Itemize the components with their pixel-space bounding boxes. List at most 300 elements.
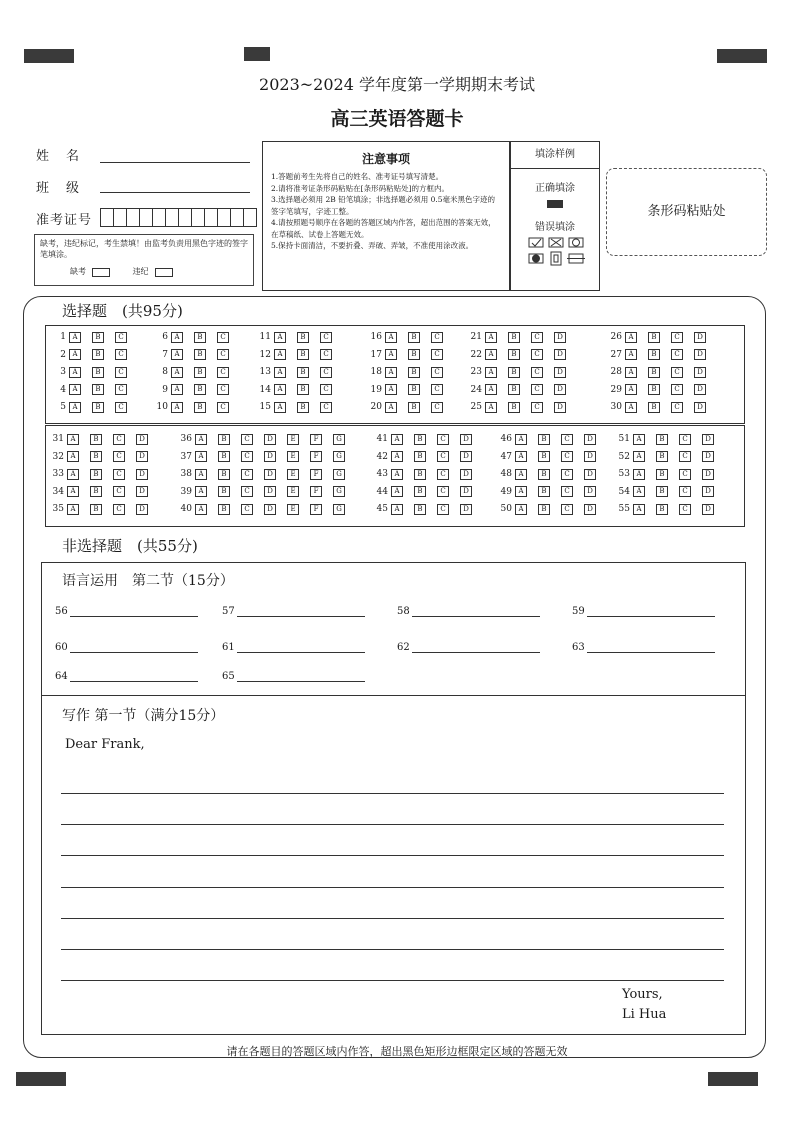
option-bubble-c[interactable]: C bbox=[241, 486, 253, 497]
option-bubble-c[interactable]: C bbox=[241, 451, 253, 462]
option-bubble-a[interactable]: A bbox=[515, 504, 527, 515]
exam-id-label: 准考证号 bbox=[36, 213, 93, 228]
option-bubble-a[interactable]: A bbox=[385, 332, 397, 343]
question-38 bbox=[172, 468, 356, 480]
question-28 bbox=[606, 366, 717, 378]
blank-line[interactable] bbox=[587, 640, 715, 653]
blank-line[interactable] bbox=[70, 640, 198, 653]
option-bubble-c[interactable]: C bbox=[437, 504, 449, 515]
blank-line[interactable] bbox=[237, 604, 365, 617]
option-bubble-c[interactable]: C bbox=[115, 402, 127, 413]
option-bubble-c[interactable]: C bbox=[561, 469, 573, 480]
option-bubble-b[interactable]: B bbox=[508, 402, 520, 413]
question-number: 29 bbox=[610, 384, 622, 395]
option-bubble-d[interactable]: D bbox=[460, 434, 472, 445]
option-bubble-c[interactable]: C bbox=[320, 349, 332, 360]
blank-63[interactable] bbox=[572, 640, 715, 653]
option-bubble-c[interactable]: C bbox=[113, 451, 125, 462]
blank-64[interactable] bbox=[55, 669, 198, 682]
option-bubble-c[interactable]: C bbox=[671, 349, 683, 360]
option-bubble-a[interactable]: A bbox=[625, 402, 637, 413]
blank-number: 59 bbox=[572, 606, 585, 617]
option-bubble-c[interactable]: C bbox=[679, 451, 691, 462]
question-number: 37 bbox=[180, 451, 192, 462]
question-3 bbox=[50, 366, 138, 378]
option-bubble-a[interactable]: A bbox=[485, 402, 497, 413]
option-bubble-b[interactable]: B bbox=[90, 469, 102, 480]
option-bubble-e[interactable]: E bbox=[287, 504, 299, 515]
option-bubble-d[interactable]: D bbox=[702, 504, 714, 515]
option-bubble-d[interactable]: D bbox=[554, 402, 566, 413]
option-bubble-f[interactable]: F bbox=[310, 451, 322, 462]
option-bubble-c[interactable]: C bbox=[437, 434, 449, 445]
class-field[interactable] bbox=[100, 192, 250, 193]
option-bubble-a[interactable]: A bbox=[515, 434, 527, 445]
option-bubble-a[interactable]: A bbox=[391, 504, 403, 515]
option-bubble-g[interactable]: G bbox=[333, 469, 345, 480]
footer-notice: 请在各题目的答题区域内作答，超出黑色矩形边框限定区域的答题无效 bbox=[226, 1045, 568, 1058]
option-bubble-b[interactable]: B bbox=[194, 367, 206, 378]
writing-line[interactable] bbox=[61, 824, 724, 825]
option-bubble-b[interactable]: B bbox=[538, 486, 550, 497]
option-bubble-b[interactable]: B bbox=[297, 402, 309, 413]
option-bubble-c[interactable]: C bbox=[531, 349, 543, 360]
option-bubble-c[interactable]: C bbox=[320, 402, 332, 413]
option-bubble-a[interactable]: A bbox=[391, 469, 403, 480]
option-bubble-c[interactable]: C bbox=[437, 486, 449, 497]
option-bubble-c[interactable]: C bbox=[115, 349, 127, 360]
option-bubble-a[interactable]: A bbox=[385, 349, 397, 360]
question-18 bbox=[366, 366, 454, 378]
option-bubble-b[interactable]: B bbox=[408, 332, 420, 343]
writing-line[interactable] bbox=[61, 980, 724, 981]
option-bubble-a[interactable]: A bbox=[171, 349, 183, 360]
option-bubble-a[interactable]: A bbox=[274, 367, 286, 378]
instructions-title: 注意事项 bbox=[361, 152, 410, 166]
option-bubble-a[interactable]: A bbox=[515, 451, 527, 462]
option-bubble-b[interactable]: B bbox=[508, 384, 520, 395]
option-bubble-e[interactable]: E bbox=[287, 434, 299, 445]
option-bubble-a[interactable]: A bbox=[385, 384, 397, 395]
option-bubble-g[interactable]: G bbox=[333, 504, 345, 515]
question-number: 11 bbox=[259, 332, 271, 342]
option-bubble-b[interactable]: B bbox=[218, 504, 230, 515]
option-bubble-b[interactable]: B bbox=[648, 384, 660, 395]
option-bubble-d[interactable]: D bbox=[136, 434, 148, 445]
writing-line[interactable] bbox=[61, 793, 724, 794]
option-bubble-c[interactable]: C bbox=[241, 469, 253, 480]
option-bubble-a[interactable]: A bbox=[195, 469, 207, 480]
option-bubble-c[interactable]: C bbox=[561, 504, 573, 515]
blank-59[interactable] bbox=[572, 604, 715, 617]
blank-line[interactable] bbox=[412, 640, 540, 653]
alignment-mark-top-left bbox=[24, 49, 74, 63]
option-bubble-d[interactable]: D bbox=[694, 384, 706, 395]
option-bubble-b[interactable]: B bbox=[297, 367, 309, 378]
option-bubble-g[interactable]: G bbox=[333, 486, 345, 497]
option-bubble-e[interactable]: E bbox=[287, 486, 299, 497]
exam-id-digit-box[interactable] bbox=[100, 208, 114, 227]
exam-id-digit-box[interactable] bbox=[126, 208, 140, 227]
option-bubble-b[interactable]: B bbox=[92, 367, 104, 378]
option-bubble-c[interactable]: C bbox=[115, 332, 127, 343]
option-bubble-c[interactable]: C bbox=[679, 486, 691, 497]
option-bubble-c[interactable]: C bbox=[217, 367, 229, 378]
blank-60[interactable] bbox=[55, 640, 198, 653]
option-bubble-d[interactable]: D bbox=[136, 451, 148, 462]
option-bubble-c[interactable]: C bbox=[241, 434, 253, 445]
option-bubble-b[interactable]: B bbox=[508, 332, 520, 343]
question-13 bbox=[255, 366, 343, 378]
option-bubble-a[interactable]: A bbox=[274, 384, 286, 395]
option-bubble-b[interactable]: B bbox=[538, 504, 550, 515]
option-bubble-b[interactable]: B bbox=[408, 349, 420, 360]
option-bubble-a[interactable]: A bbox=[391, 434, 403, 445]
option-bubble-a[interactable]: A bbox=[485, 384, 497, 395]
option-bubble-b[interactable]: B bbox=[218, 469, 230, 480]
option-bubble-f[interactable]: F bbox=[310, 469, 322, 480]
option-bubble-b[interactable]: B bbox=[656, 504, 668, 515]
option-bubble-a[interactable]: A bbox=[274, 402, 286, 413]
option-bubble-d[interactable]: D bbox=[702, 486, 714, 497]
option-bubble-d[interactable]: D bbox=[702, 451, 714, 462]
option-bubble-d[interactable]: D bbox=[264, 451, 276, 462]
answer-card-title: 高三英语答题卡 bbox=[330, 108, 464, 130]
option-bubble-g[interactable]: G bbox=[333, 434, 345, 445]
option-bubble-d[interactable]: D bbox=[694, 349, 706, 360]
option-bubble-a[interactable]: A bbox=[625, 384, 637, 395]
absent-checkbox[interactable] bbox=[92, 268, 110, 277]
option-bubble-a[interactable]: A bbox=[171, 384, 183, 395]
option-bubble-c[interactable]: C bbox=[217, 402, 229, 413]
option-bubble-b[interactable]: B bbox=[92, 402, 104, 413]
blank-line[interactable] bbox=[412, 604, 540, 617]
option-bubble-b[interactable]: B bbox=[414, 469, 426, 480]
blank-line[interactable] bbox=[70, 604, 198, 617]
option-bubble-a[interactable]: A bbox=[625, 349, 637, 360]
exam-id-digit-box[interactable] bbox=[191, 208, 205, 227]
option-bubble-a[interactable]: A bbox=[67, 469, 79, 480]
option-bubble-a[interactable]: A bbox=[67, 434, 79, 445]
blank-number: 63 bbox=[572, 642, 585, 653]
blank-line[interactable] bbox=[237, 669, 365, 682]
blank-line[interactable] bbox=[237, 640, 365, 653]
question-5 bbox=[50, 401, 138, 413]
question-6 bbox=[152, 331, 240, 343]
option-bubble-c[interactable]: C bbox=[115, 367, 127, 378]
option-bubble-c[interactable]: C bbox=[431, 384, 443, 395]
exam-id-digit-box[interactable] bbox=[178, 208, 192, 227]
option-bubble-c[interactable]: C bbox=[320, 367, 332, 378]
exam-id-digit-box[interactable] bbox=[113, 208, 127, 227]
option-bubble-d[interactable]: D bbox=[584, 486, 596, 497]
option-bubble-a[interactable]: A bbox=[171, 402, 183, 413]
option-bubble-a[interactable]: A bbox=[274, 332, 286, 343]
question-number: 34 bbox=[52, 486, 64, 497]
option-bubble-c[interactable]: C bbox=[113, 486, 125, 497]
option-bubble-d[interactable]: D bbox=[584, 504, 596, 515]
option-bubble-c[interactable]: C bbox=[113, 434, 125, 445]
barcode-area[interactable]: 条形码粘贴处 bbox=[606, 168, 767, 256]
option-bubble-a[interactable]: A bbox=[385, 367, 397, 378]
option-bubble-b[interactable]: B bbox=[90, 504, 102, 515]
question-number: 54 bbox=[618, 486, 630, 497]
option-bubble-b[interactable]: B bbox=[538, 434, 550, 445]
option-bubble-c[interactable]: C bbox=[113, 504, 125, 515]
option-bubble-b[interactable]: B bbox=[92, 349, 104, 360]
question-number: 21 bbox=[470, 332, 482, 342]
option-bubble-c[interactable]: C bbox=[217, 384, 229, 395]
option-bubble-b[interactable]: B bbox=[408, 402, 420, 413]
option-bubble-b[interactable]: B bbox=[194, 402, 206, 413]
option-bubble-d[interactable]: D bbox=[702, 434, 714, 445]
exam-id-digit-box[interactable] bbox=[243, 208, 257, 227]
exam-id-digit-box[interactable] bbox=[217, 208, 231, 227]
option-bubble-c[interactable]: C bbox=[437, 451, 449, 462]
option-bubble-e[interactable]: E bbox=[287, 469, 299, 480]
option-bubble-b[interactable]: B bbox=[414, 486, 426, 497]
option-bubble-c[interactable]: C bbox=[671, 332, 683, 343]
option-bubble-d[interactable]: D bbox=[264, 469, 276, 480]
question-number: 43 bbox=[376, 469, 388, 479]
option-bubble-a[interactable]: A bbox=[69, 349, 81, 360]
option-bubble-c[interactable]: C bbox=[217, 332, 229, 343]
exam-id-digit-box[interactable] bbox=[152, 208, 166, 227]
option-bubble-d[interactable]: D bbox=[694, 367, 706, 378]
option-bubble-d[interactable]: D bbox=[694, 402, 706, 413]
option-bubble-d[interactable]: D bbox=[264, 486, 276, 497]
option-bubble-b[interactable]: B bbox=[218, 434, 230, 445]
option-bubble-c[interactable]: C bbox=[531, 402, 543, 413]
question-30 bbox=[606, 401, 717, 413]
blank-56[interactable] bbox=[55, 604, 198, 617]
option-bubble-c[interactable]: C bbox=[679, 434, 691, 445]
option-bubble-b[interactable]: B bbox=[408, 384, 420, 395]
option-bubble-b[interactable]: B bbox=[414, 451, 426, 462]
option-bubble-d[interactable]: D bbox=[554, 384, 566, 395]
option-bubble-b[interactable]: B bbox=[90, 451, 102, 462]
question-25 bbox=[466, 401, 577, 413]
option-bubble-b[interactable]: B bbox=[297, 384, 309, 395]
option-bubble-a[interactable]: A bbox=[69, 367, 81, 378]
option-bubble-d[interactable]: D bbox=[584, 451, 596, 462]
option-bubble-a[interactable]: A bbox=[69, 402, 81, 413]
blank-line[interactable] bbox=[70, 669, 198, 682]
option-bubble-c[interactable]: C bbox=[671, 402, 683, 413]
question-45 bbox=[368, 503, 483, 515]
exam-id-digit-box[interactable] bbox=[165, 208, 179, 227]
option-bubble-d[interactable]: D bbox=[460, 451, 472, 462]
option-bubble-a[interactable]: A bbox=[171, 367, 183, 378]
option-bubble-a[interactable]: A bbox=[391, 486, 403, 497]
question-15 bbox=[255, 401, 343, 413]
exam-id-boxes[interactable] bbox=[100, 208, 256, 227]
option-bubble-d[interactable]: D bbox=[554, 367, 566, 378]
option-bubble-c[interactable]: C bbox=[561, 486, 573, 497]
option-bubble-b[interactable]: B bbox=[414, 504, 426, 515]
option-bubble-a[interactable]: A bbox=[195, 451, 207, 462]
option-bubble-a[interactable]: A bbox=[633, 504, 645, 515]
option-bubble-a[interactable]: A bbox=[195, 504, 207, 515]
exam-id-digit-box[interactable] bbox=[139, 208, 153, 227]
option-bubble-a[interactable]: A bbox=[515, 486, 527, 497]
blank-62[interactable] bbox=[397, 640, 540, 653]
option-bubble-f[interactable]: F bbox=[310, 486, 322, 497]
option-bubble-a[interactable]: A bbox=[195, 434, 207, 445]
blank-61[interactable] bbox=[222, 640, 365, 653]
writing-box bbox=[41, 695, 746, 1035]
option-bubble-a[interactable]: A bbox=[625, 332, 637, 343]
option-bubble-c[interactable]: C bbox=[431, 332, 443, 343]
option-bubble-b[interactable]: B bbox=[648, 332, 660, 343]
option-bubble-b[interactable]: B bbox=[92, 384, 104, 395]
instruction-item: 3.选择题必须用 2B 铅笔填涂；非选择题必须用 0.5毫米黑色字迹的签字笔填写，字迹工整。 bbox=[271, 195, 496, 216]
option-bubble-a[interactable]: A bbox=[633, 434, 645, 445]
option-bubble-c[interactable]: C bbox=[531, 384, 543, 395]
question-number: 26 bbox=[610, 332, 622, 342]
option-bubble-c[interactable]: C bbox=[561, 451, 573, 462]
option-bubble-b[interactable]: B bbox=[656, 434, 668, 445]
exam-id-digit-box[interactable] bbox=[204, 208, 218, 227]
option-bubble-b[interactable]: B bbox=[90, 434, 102, 445]
option-bubble-b[interactable]: B bbox=[218, 486, 230, 497]
writing-line[interactable] bbox=[61, 855, 724, 856]
blank-57[interactable] bbox=[222, 604, 365, 617]
option-bubble-b[interactable]: B bbox=[218, 451, 230, 462]
option-bubble-a[interactable]: A bbox=[67, 451, 79, 462]
option-bubble-a[interactable]: A bbox=[67, 486, 79, 497]
option-bubble-d[interactable]: D bbox=[584, 434, 596, 445]
option-bubble-d[interactable]: D bbox=[136, 469, 148, 480]
wrong-fill-label: 错误填涂 bbox=[535, 222, 575, 233]
option-bubble-b[interactable]: B bbox=[414, 434, 426, 445]
option-bubble-b[interactable]: B bbox=[408, 367, 420, 378]
option-bubble-d[interactable]: D bbox=[694, 332, 706, 343]
option-bubble-c[interactable]: C bbox=[679, 469, 691, 480]
option-bubble-d[interactable]: D bbox=[584, 469, 596, 480]
option-bubble-c[interactable]: C bbox=[437, 469, 449, 480]
option-bubble-c[interactable]: C bbox=[531, 332, 543, 343]
option-bubble-a[interactable]: A bbox=[67, 504, 79, 515]
option-bubble-a[interactable]: A bbox=[515, 469, 527, 480]
option-bubble-b[interactable]: B bbox=[538, 451, 550, 462]
option-bubble-c[interactable]: C bbox=[320, 384, 332, 395]
option-bubble-b[interactable]: B bbox=[194, 332, 206, 343]
option-bubble-f[interactable]: F bbox=[310, 504, 322, 515]
option-bubble-d[interactable]: D bbox=[136, 486, 148, 497]
blank-number: 61 bbox=[222, 642, 235, 653]
option-bubble-a[interactable]: A bbox=[633, 469, 645, 480]
question-number: 27 bbox=[610, 349, 622, 360]
option-bubble-c[interactable]: C bbox=[431, 402, 443, 413]
option-bubble-f[interactable]: F bbox=[310, 434, 322, 445]
option-bubble-b[interactable]: B bbox=[297, 332, 309, 343]
option-bubble-c[interactable]: C bbox=[431, 349, 443, 360]
option-bubble-b[interactable]: B bbox=[656, 469, 668, 480]
option-bubble-c[interactable]: C bbox=[679, 504, 691, 515]
option-bubble-d[interactable]: D bbox=[264, 504, 276, 515]
option-bubble-a[interactable]: A bbox=[625, 367, 637, 378]
option-bubble-d[interactable]: D bbox=[554, 349, 566, 360]
option-bubble-c[interactable]: C bbox=[320, 332, 332, 343]
option-bubble-c[interactable]: C bbox=[431, 367, 443, 378]
question-27 bbox=[606, 349, 717, 361]
alignment-mark-top-center bbox=[244, 47, 270, 61]
option-bubble-b[interactable]: B bbox=[90, 486, 102, 497]
option-bubble-b[interactable]: B bbox=[656, 486, 668, 497]
option-bubble-a[interactable]: A bbox=[633, 451, 645, 462]
option-bubble-g[interactable]: G bbox=[333, 451, 345, 462]
question-54 bbox=[610, 486, 725, 498]
option-bubble-b[interactable]: B bbox=[508, 367, 520, 378]
option-bubble-c[interactable]: C bbox=[113, 469, 125, 480]
option-bubble-a[interactable]: A bbox=[69, 332, 81, 343]
option-bubble-b[interactable]: B bbox=[194, 384, 206, 395]
name-field[interactable] bbox=[100, 162, 250, 163]
option-bubble-a[interactable]: A bbox=[171, 332, 183, 343]
option-bubble-a[interactable]: A bbox=[69, 384, 81, 395]
option-bubble-a[interactable]: A bbox=[274, 349, 286, 360]
option-bubble-e[interactable]: E bbox=[287, 451, 299, 462]
option-bubble-c[interactable]: C bbox=[115, 384, 127, 395]
option-bubble-d[interactable]: D bbox=[460, 504, 472, 515]
option-bubble-d[interactable]: D bbox=[460, 486, 472, 497]
blank-58[interactable] bbox=[397, 604, 540, 617]
option-bubble-d[interactable]: D bbox=[460, 469, 472, 480]
option-bubble-b[interactable]: B bbox=[648, 349, 660, 360]
option-bubble-a[interactable]: A bbox=[633, 486, 645, 497]
option-bubble-d[interactable]: D bbox=[554, 332, 566, 343]
option-bubble-b[interactable]: B bbox=[538, 469, 550, 480]
exam-id-digit-box[interactable] bbox=[230, 208, 244, 227]
option-bubble-c[interactable]: C bbox=[531, 367, 543, 378]
option-bubble-d[interactable]: D bbox=[264, 434, 276, 445]
option-bubble-c[interactable]: C bbox=[241, 504, 253, 515]
blank-65[interactable] bbox=[222, 669, 365, 682]
writing-line[interactable] bbox=[61, 918, 724, 919]
option-bubble-a[interactable]: A bbox=[485, 349, 497, 360]
option-bubble-a[interactable]: A bbox=[485, 367, 497, 378]
instruction-item: 1.答题前考生先将自己的姓名、准考证号填写清楚。 bbox=[271, 172, 444, 181]
option-bubble-c[interactable]: C bbox=[671, 384, 683, 395]
writing-title: 写作 第一节（满分15分） bbox=[62, 708, 225, 724]
option-bubble-d[interactable]: D bbox=[702, 469, 714, 480]
question-number: 25 bbox=[470, 402, 482, 412]
option-bubble-b[interactable]: B bbox=[648, 402, 660, 413]
blank-line[interactable] bbox=[587, 604, 715, 617]
option-bubble-b[interactable]: B bbox=[508, 349, 520, 360]
option-bubble-a[interactable]: A bbox=[195, 486, 207, 497]
option-bubble-a[interactable]: A bbox=[391, 451, 403, 462]
question-number: 22 bbox=[470, 349, 482, 360]
question-32 bbox=[44, 451, 159, 463]
writing-line[interactable] bbox=[61, 887, 724, 888]
option-bubble-c[interactable]: C bbox=[561, 434, 573, 445]
wrong-fill-icons bbox=[515, 235, 595, 269]
violation-checkbox[interactable] bbox=[155, 268, 173, 277]
option-bubble-b[interactable]: B bbox=[648, 367, 660, 378]
option-bubble-d[interactable]: D bbox=[136, 504, 148, 515]
option-bubble-c[interactable]: C bbox=[671, 367, 683, 378]
option-bubble-b[interactable]: B bbox=[92, 332, 104, 343]
option-bubble-a[interactable]: A bbox=[485, 332, 497, 343]
option-bubble-a[interactable]: A bbox=[385, 402, 397, 413]
option-bubble-b[interactable]: B bbox=[194, 349, 206, 360]
option-bubble-b[interactable]: B bbox=[656, 451, 668, 462]
option-bubble-b[interactable]: B bbox=[297, 349, 309, 360]
writing-line[interactable] bbox=[61, 949, 724, 950]
option-bubble-c[interactable]: C bbox=[217, 349, 229, 360]
